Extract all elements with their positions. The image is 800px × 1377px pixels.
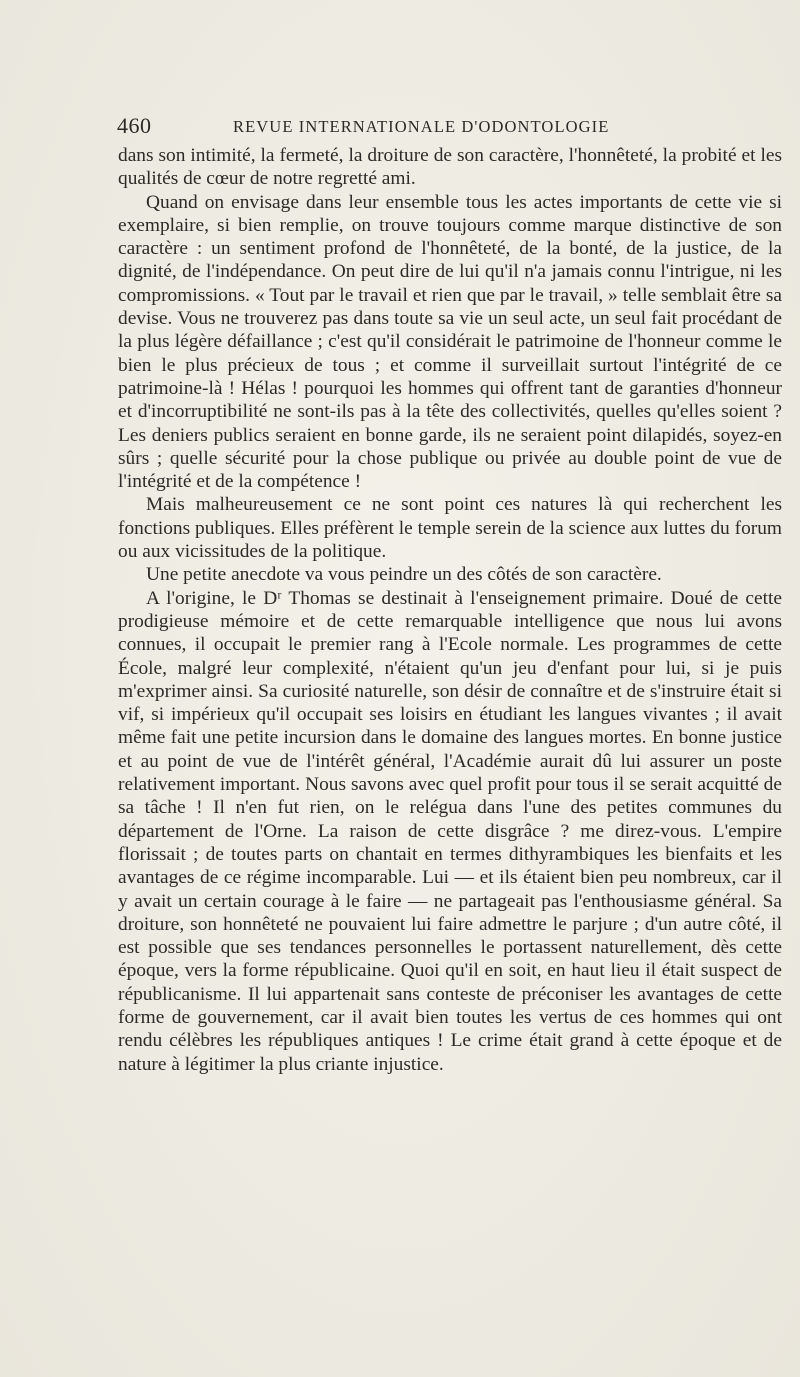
running-head <box>117 113 683 143</box>
body-text <box>118 144 782 1076</box>
paragraph: Quand on envisage dans leur ensemble tous les actes importants de cette vie si exemplaire, si bien remplie, on trouve toujours comme marque distinctive de son caractère : un sentiment profond de l'honnêteté, de la bonté, de la justice, de la dignité, de l'indépendance. On peut dire de lui qu'il n'a jamais connu l'intrigue, ni les compromissions. « Tout par le travail et rien que par le travail, » telle semblait être sa devise. Vous ne trouverez pas dans toute sa vie un seul acte, un seul fait procédant de la plus légère défaillance ; c'est qu'il considérait le patrimoine de l'honneur comme le bien le plus précieux de tous ; et comme il surveillait surtout l'intégrité de ce patrimoine-là ! Hélas ! pourquoi les hommes qui offrent tant de garanties d'honneur et d'incorruptibilité ne sont-ils pas à la tête des collectivités, quelles qu'elles soient ? Les deniers publics seraient en bonne garde, ils ne seraient point dilapidés, soyez-en sûrs ; quelle sécurité pour la chose publique ou privée au double point de vue de l'intégrité et de la compétence ! <box>118 191 782 493</box>
page-number: 460 <box>117 113 152 138</box>
paragraph: dans son intimité, la fermeté, la droiture de son caractère, l'honnêteté, la probité et les qualités de cœur de notre regretté ami. <box>118 145 782 190</box>
paragraph: Mais malheureusement ce ne sont point ces natures là qui recherchent les fonctions publiques. Elles préfèrent le temple serein de la science aux luttes du forum ou aux vicissitudes de la politique. <box>118 494 782 563</box>
paragraph: A l'origine, le Dʳ Thomas se destinait à l'enseignement primaire. Doué de cette prodigieuse mémoire et de cette remarquable intelligence que nous lui avons connues, il occupait le premier rang à l'Ecole normale. Les programmes de cette École, malgré leur complexité, n'étaient qu'un jeu d'enfant pour lui, si je puis m'exprimer ainsi. Sa curiosité naturelle, son désir de connaître et de s'instruire était si vif, si impérieux qu'il occupait ses loisirs en étudiant les langues vivantes ; il avait même fait une petite incursion dans le domaine des langues mortes. En bonne justice et au point de vue de l'intérêt général, l'Académie aurait dû lui assurer un poste relativement important. Nous savons avec quel profit pour tous il se serait acquitté de sa tâche ! Il n'en fut rien, on le relégua dans l'une des petites communes du département de l'Orne. La raison de cette disgrâce ? me direz-vous. L'empire florissait ; de toutes parts on chantait en termes dithyrambiques les bienfaits et les avantages de ce régime incomparable. Lui — et ils étaient bien peu nombreux, car il y avait un certain courage à le faire — ne partageait pas l'enthousiasme général. Sa droiture, son honnêteté ne pouvaient lui faire admettre le parjure ; d'un autre côté, il est possible que ses tendances personnelles le portassent naturellement, dès cette époque, vers la forme républicaine. Quoi qu'il en soit, en haut lieu il était suspect de républicanisme. Il lui appartenait sans conteste de préconiser les avantages de cette forme de gouvernement, car il avait bien toutes les vertus de ces hommes qui ont rendu célèbres les républiques antiques ! Le crime était grand à cette époque et de nature à légitimer la plus criante injustice. <box>118 587 782 1075</box>
paragraph: Une petite anecdote va vous peindre un des côtés de son caractère. <box>146 564 662 586</box>
journal-title: REVUE INTERNATIONALE D'ODONTOLOGIE <box>233 117 610 136</box>
